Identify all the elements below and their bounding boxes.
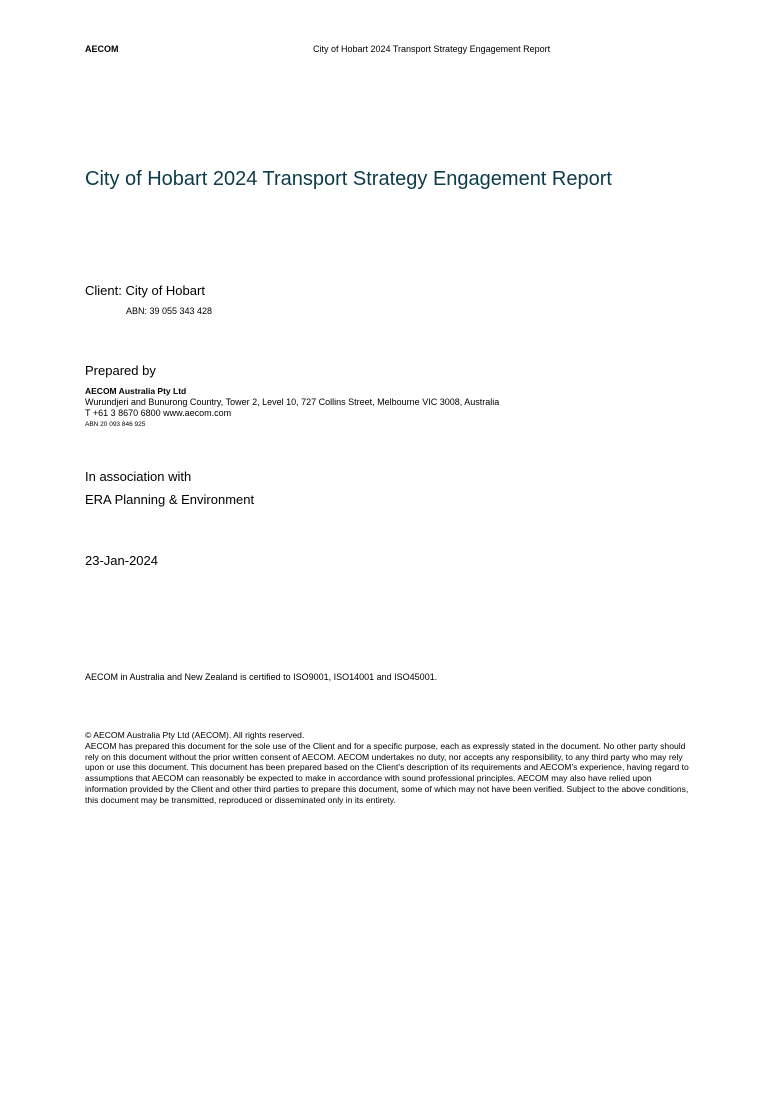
client-abn: ABN: 39 055 343 428 [126,306,213,316]
certification-statement: AECOM in Australia and New Zealand is certified to ISO9001, ISO14001 and ISO45001. [85,672,438,682]
association-partner: ERA Planning & Environment [85,492,255,507]
prepared-by-label: Prepared by [85,363,156,378]
client-name: Client: City of Hobart [85,283,205,298]
disclaimer-block [85,730,695,806]
header-brand: AECOM [85,44,119,54]
document-date: 23-Jan-2024 [85,553,158,568]
page-title: City of Hobart 2024 Transport Strategy Engagement Report [85,168,612,190]
company-name: AECOM Australia Pty Ltd [85,386,187,396]
company-abn: ABN 20 093 846 925 [85,421,146,428]
disclaimer-body: AECOM has prepared this document for the sole use of the Client and for a specific purpose, each as expressly stated in the document. No other party should rely on this document without the prior written consent of AECOM. AECOM undertakes no duty, nor accepts any responsibility, to any third party who may rely upon or use this document. This document has been prepared based on the Client’s description of its requirements and AECOM’s experience, having regard to assumptions that AECOM can reasonably be expected to make in accordance with sound professional principles. AECOM may also have relied upon information provided by the Client and other third parties to prepare this document, some of which may not have been verified. Subject to the above conditions, this document may be transmitted, reproduced or disseminated only in its entirety. [85,740,689,805]
company-address: Wurundjeri and Bunurong Country, Tower 2, Level 10, 727 Collins Street, Melbourne VIC 3008, Australia [85,397,500,407]
header-doc-title: City of Hobart 2024 Transport Strategy Engagement Report [313,44,551,54]
company-contact: T +61 3 8670 6800 www.aecom.com [85,408,232,418]
copyright-line: © AECOM Australia Pty Ltd (AECOM). All rights reserved. [85,730,305,740]
association-label: In association with [85,469,192,484]
